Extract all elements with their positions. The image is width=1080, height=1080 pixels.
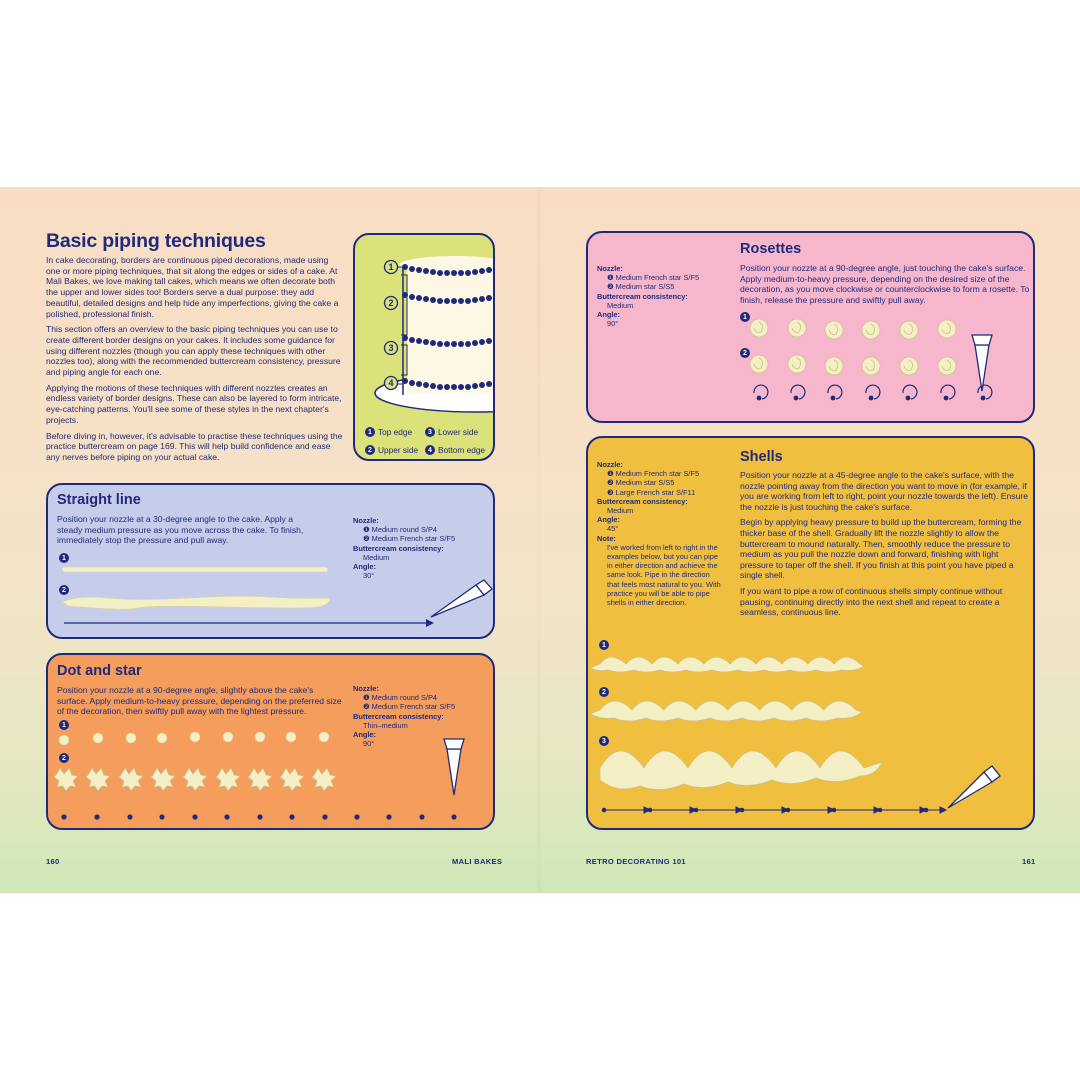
panel-paragraph: Begin by applying heavy pressure to build up the buttercream, forming the thicker base of the shell. Gradually lift the nozzle slightly to allow the buttercream to mound naturally. Then, smoothly reduce the pressure to medium as you pull the nozzle down and forward, finishing with light pressure to taper off the shell. If you finish at this point you have piped a single shell.	[740, 517, 1022, 581]
legend-number: 2	[365, 445, 375, 455]
spec-value: ❸ Large French star S/F11	[607, 487, 696, 497]
cake-marker-4: 4	[388, 378, 394, 389]
intro-paragraph: Applying the motions of these techniques with different nozzles creates an endless variety of border designs. These can also be layered to form intricate, eye-catching patterns. You'll see some of these styles in the next chapter's projects.	[46, 382, 342, 425]
spec-value: ❶ Medium French star S/F5	[607, 469, 700, 479]
page-number: 161	[1022, 857, 1036, 866]
intro-paragraph: In cake decorating, borders are continuous piped decorations, made using one or more piping techniques, that sit along the edges or sides of a cake. At Mali Bakes, we love making tall cakes, which means we often decorate both the upper and lower sides too! Borders serve a dual purpose: they add beautiful, detailed designs and help hide any imperfections, giving the cake a polished, professional finish.	[46, 255, 339, 319]
panel-paragraph: If you want to pipe a row of continuous shells simply continue without pausing, continuing directly into the next shell and repeat to create a seamless, continuous line.	[740, 585, 1003, 618]
piping-samples	[48, 485, 495, 639]
spec-value: ❷ Medium star S/S5	[607, 478, 675, 488]
piping-samples	[588, 438, 1035, 830]
book-spread	[0, 187, 1080, 893]
spec-value: Medium	[607, 300, 634, 310]
spec-value: 30°	[363, 571, 375, 581]
row-number: 2	[740, 348, 750, 358]
legend-label: Upper side	[378, 445, 419, 455]
panel-text: Position your nozzle at a 30-degree angle to the cake. Apply a steady medium pressure as you move across the cake. To finish, immediately stop the pressure and pull away.	[57, 514, 304, 546]
legend-item	[365, 445, 418, 455]
intro-text	[46, 255, 344, 468]
spec-label: Buttercream consistency:	[597, 291, 688, 301]
spec-label: Nozzle:	[353, 684, 379, 693]
row-number: 1	[59, 553, 69, 563]
intro-paragraph: This section offers an overview to the basic piping techniques you can use to create different border designs on your cakes. It includes some guidance for using different nozzles (though you can apply these techniques with other nozzles too), along with the recommended buttercream consistency, pressure and piping angle for each one.	[46, 324, 341, 378]
legend-item	[365, 427, 412, 437]
row-number: 3	[599, 736, 609, 746]
spec-label: Buttercream consistency:	[353, 711, 444, 721]
straight-line-panel	[46, 483, 495, 639]
panel-paragraph: Position your nozzle at a 45-degree angle to the cake's surface, with the nozzle pointing away from the direction you want to move in (for example, if you are working from left to right, point your nozzle towards the left). Ensure the nozzle is just touching the cake's surface.	[740, 470, 1029, 512]
row-number: 1	[599, 640, 609, 650]
spec-value: 90°	[363, 739, 375, 749]
spec-value: 90°	[607, 319, 619, 329]
spec-value: Medium	[363, 552, 390, 562]
panel-title: Straight line	[57, 492, 141, 508]
intro-paragraph: Before diving in, however, it's advisable to practise these techniques using the practice buttercream on page 169. This will help build confidence and ease any nerves before piping on your actual cake.	[46, 430, 343, 462]
piping-bag-icon	[948, 766, 1000, 808]
spec-label: Nozzle:	[597, 460, 623, 469]
spec-value: ❷ Medium French star S/F5	[363, 702, 456, 712]
panel-text: Position your nozzle at a 90-degree angle, slightly above the cake's surface. Apply medium-to-heavy pressure, depending on the preferred size of the decoration, then swiftly pull away with the lightest pressure.	[57, 685, 342, 717]
legend-label: Lower side	[438, 427, 479, 437]
running-head: RETRO DECORATING 101	[586, 857, 686, 866]
shells-panel	[586, 436, 1035, 830]
spec-label: Angle:	[597, 310, 620, 320]
rosettes-panel	[586, 231, 1035, 423]
legend-item	[425, 445, 485, 455]
row-number: 1	[740, 312, 750, 322]
spec-value: ❷ Medium French star S/F5	[363, 534, 456, 544]
panel-text: Position your nozzle at a 90-degree angle, just touching the cake's surface. Apply medium-to-heavy pressure, depending on the desired size of the decoration, as you move clockwise or counterclockwise to form a rosette. To finish, release the pressure and swiftly pull away.	[740, 263, 1030, 305]
dot-and-star-panel	[46, 653, 495, 830]
spec-label: Nozzle:	[353, 516, 379, 525]
cake-marker-1: 1	[388, 262, 394, 273]
spec-note: I've worked from left to right in the examples below, but you can pipe in either direction and achieve the same look. Pipe in the direction that feels most natural to you. With practice you will be able to pipe shells in either direction.	[607, 542, 721, 608]
legend-number: 4	[425, 445, 435, 455]
legend-label: Bottom edge	[438, 445, 486, 455]
row-number: 2	[599, 687, 609, 697]
row-number: 2	[59, 585, 69, 595]
row-number: 2	[59, 753, 69, 763]
spec-label: Buttercream consistency:	[597, 496, 688, 506]
spec-label: Nozzle:	[597, 264, 623, 273]
spec-value: ❷ Medium star S/S5	[607, 282, 675, 292]
legend-number: 1	[365, 427, 375, 437]
cake-marker-3: 3	[388, 343, 394, 354]
legend-label: Top edge	[378, 427, 413, 437]
spec-label: Buttercream consistency:	[353, 543, 444, 553]
piping-bag-icon	[431, 580, 492, 617]
spec-value: ❶ Medium French star S/F5	[607, 273, 700, 283]
cake-marker-2: 2	[388, 298, 394, 309]
panel-title: Rosettes	[740, 241, 802, 257]
row-number: 1	[59, 720, 69, 730]
cake-diagram-panel	[353, 233, 495, 461]
spec-label: Note:	[597, 533, 616, 543]
spec-value: ❶ Medium round S/P4	[363, 525, 437, 535]
page-title: Basic piping techniques	[46, 230, 266, 252]
page-gutter	[538, 187, 542, 893]
piping-bag-icon	[972, 335, 992, 391]
spec-value: Medium	[607, 506, 634, 516]
legend-number: 3	[425, 427, 435, 437]
legend-item	[425, 427, 478, 437]
piping-samples	[48, 655, 495, 830]
piping-samples	[588, 233, 1035, 423]
spec-value: ❶ Medium round S/P4	[363, 693, 437, 703]
panel-title: Shells	[740, 449, 783, 465]
spec-value: Thin–medium	[363, 720, 408, 730]
spec-label: Angle:	[353, 562, 376, 572]
piping-bag-icon	[444, 739, 464, 795]
page-number: 160	[46, 857, 60, 866]
running-head: MALI BAKES	[452, 857, 503, 866]
panel-title: Dot and star	[57, 663, 142, 679]
spec-value: 45°	[607, 524, 619, 534]
spec-label: Angle:	[353, 730, 376, 740]
spec-label: Angle:	[597, 515, 620, 525]
